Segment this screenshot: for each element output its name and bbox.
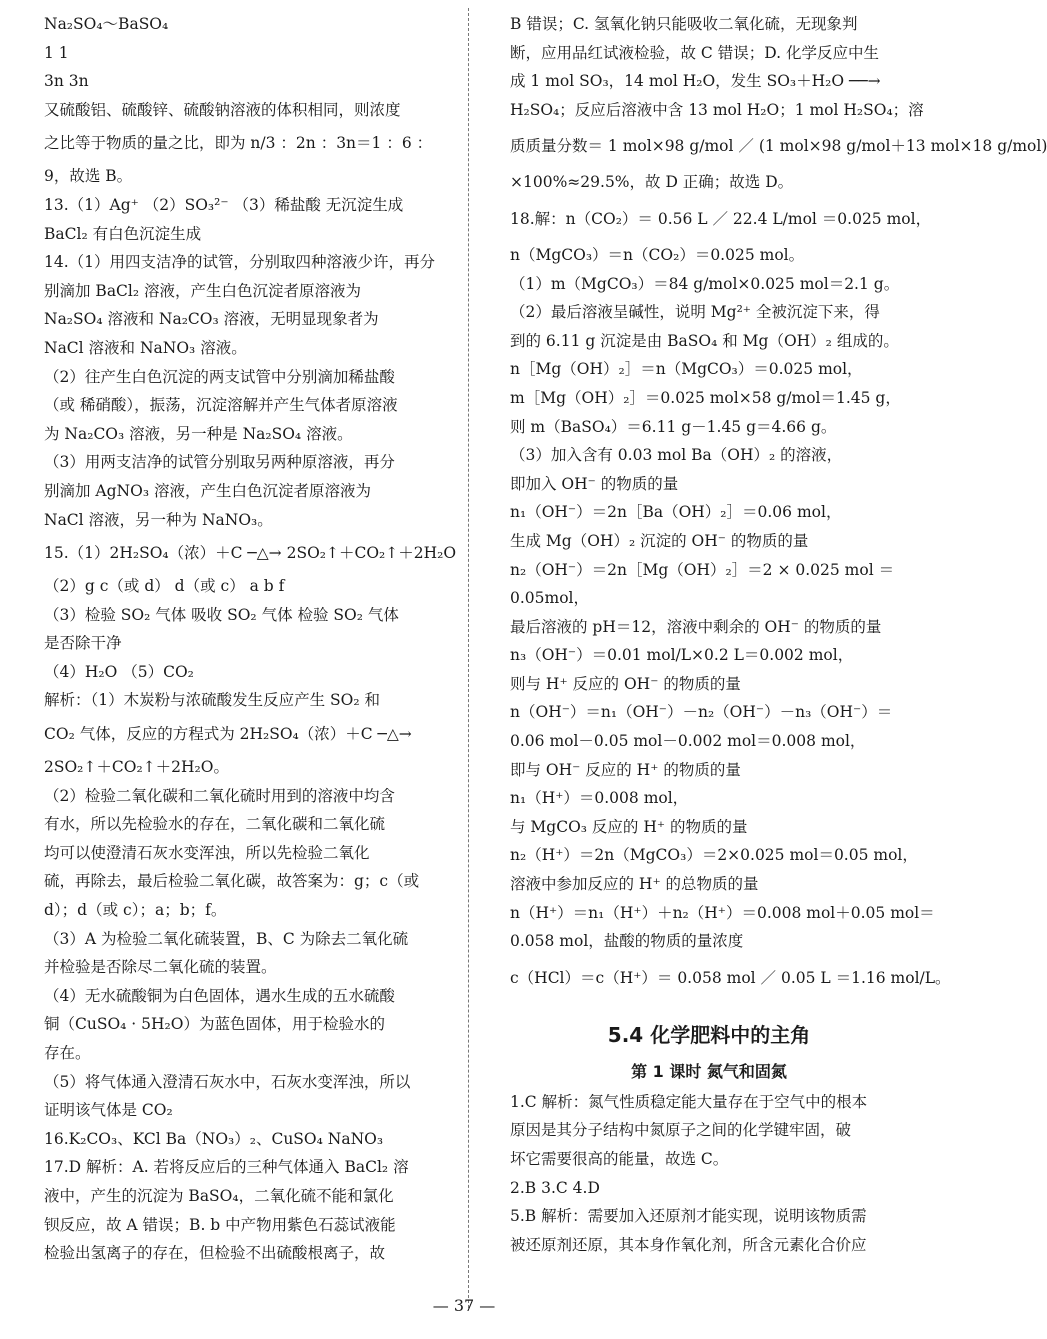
text-line: 溶液中参加反应的 H⁺ 的总物质的量 [510, 875, 759, 894]
text-line: d）；d（或 c）；a；b；f。 [44, 901, 227, 920]
text-line: H₂SO₄；反应后溶液中含 13 mol H₂O；1 mol H₂SO₄；溶 [510, 100, 924, 119]
text-line: c（HCl）＝c（H⁺）＝ 0.058 mol ／ 0.05 L ＝1.16 mol/L。 [510, 968, 951, 987]
text-line: 0.05mol， [510, 589, 589, 608]
text-line: n（H⁺）＝n₁（H⁺）＋n₂（H⁺）＝0.008 mol＋0.05 mol＝ [510, 903, 935, 922]
right-column-top [510, 10, 1047, 1000]
text-line: （或 稀硝酸），振荡，沉淀溶解并产生气体者原溶液 [44, 396, 398, 415]
text-line: （3）用两支洁净的试管分别取另两种原溶液，再分 [44, 453, 395, 472]
text-line: 5.B 解析：需要加入还原剂才能实现，说明该物质需 [510, 1207, 867, 1226]
text-line: 9，故选 B。 [44, 167, 133, 186]
text-line: 别滴加 BaCl₂ 溶液，产生白色沉淀者原溶液为 [44, 281, 362, 300]
text-line: 到的 6.11 g 沉淀是由 BaSO₄ 和 Mg（OH）₂ 组成的。 [510, 331, 899, 350]
text-line: 0.06 mol－0.05 mol－0.002 mol＝0.008 mol， [510, 732, 866, 751]
text-line: （2）往产生白色沉淀的两支试管中分别滴加稀盐酸 [44, 367, 395, 386]
text-line: m［Mg（OH）₂］＝0.025 mol×58 g/mol＝1.45 g， [510, 388, 901, 407]
text-line: 均可以使澄清石灰水变浑浊，所以先检验二氧化 [44, 843, 370, 862]
text-line: 质质量分数＝ 1 mol×98 g/mol ／ (1 mol×98 g/mol＋13 mol×18 g/mol) [510, 137, 1047, 156]
text-line: 为 Na₂CO₃ 溶液，另一种是 Na₂SO₄ 溶液。 [44, 424, 353, 443]
text-line: Na₂SO₄～BaSO₄ [44, 15, 169, 33]
text-line: n₃（OH⁻）＝0.01 mol/L×0.2 L＝0.002 mol， [510, 646, 854, 665]
text-line: 生成 Mg（OH）₂ 沉淀的 OH⁻ 的物质的量 [510, 531, 809, 550]
text-line: 2.B 3.C 4.D [510, 1178, 600, 1197]
text-line: 成 1 mol SO₃，14 mol H₂O，发生 SO₃＋H₂O ──→ [510, 72, 881, 91]
text-line: NaCl 溶液和 NaNO₃ 溶液。 [44, 338, 247, 357]
text-line: （2）检验二氧化碳和二氧化硫时用到的溶液中均含 [44, 786, 395, 805]
section-title: 5.4 化学肥料中的主角 [607, 1022, 811, 1047]
right-column [510, 10, 1047, 1259]
text-line: （5）将气体通入澄清石灰水中，石灰水变浑浊，所以 [44, 1072, 411, 1091]
text-line: （3）加入含有 0.03 mol Ba（OH）₂ 的溶液， [510, 446, 843, 465]
text-line: 硫，再除去，最后检验二氧化碳，故答案为：g；c（或 [44, 872, 420, 891]
text-line: 又硫酸铝、硫酸锌、硫酸钠溶液的体积相同，则浓度 [44, 100, 401, 119]
text-line: 检验出氢离子的存在，但检验不出硫酸根离子，故 [44, 1244, 386, 1263]
text-line: 15.（1）2H₂SO₄（浓）＋C ─△→ 2SO₂↑＋CO₂↑＋2H₂O [44, 544, 457, 563]
left-column [44, 10, 457, 1268]
text-line: 即加入 OH⁻ 的物质的量 [510, 474, 679, 493]
text-line: （4）无水硫酸铜为白色固体，遇水生成的五水硫酸 [44, 986, 395, 1005]
text-line: 2SO₂↑＋CO₂↑＋2H₂O。 [44, 758, 229, 777]
text-line: 则与 H⁺ 反应的 OH⁻ 的物质的量 [510, 674, 741, 693]
text-line: n₂（OH⁻）＝2n［Mg（OH）₂］＝2 × 0.025 mol ＝ [510, 560, 895, 579]
text-line: （2）最后溶液呈碱性，说明 Mg²⁺ 全被沉淀下来，得 [510, 303, 880, 322]
text-line: 1.C 解析：氮气性质稳定能大量存在于空气中的根本 [510, 1092, 868, 1111]
text-line: Na₂SO₄ 溶液和 Na₂CO₃ 溶液，无明显现象者为 [44, 310, 379, 329]
text-line: 即与 OH⁻ 反应的 H⁺ 的物质的量 [510, 760, 741, 779]
text-line: 被还原剂还原，其本身作氧化剂，所含元素化合价应 [510, 1235, 867, 1254]
text-line: 别滴加 AgNO₃ 溶液，产生白色沉淀者原溶液为 [44, 481, 371, 500]
text-line: （1）m（MgCO₃）＝84 g/mol×0.025 mol＝2.1 g。 [510, 274, 900, 293]
text-line: （2）g c（或 d） d（或 c） a b f [44, 577, 285, 596]
text-line: n₁（OH⁻）＝2n［Ba（OH）₂］＝0.06 mol， [510, 503, 842, 522]
text-line: n［Mg（OH）₂］＝n（MgCO₃）＝0.025 mol， [510, 360, 863, 379]
text-line: NaCl 溶液，另一种为 NaNO₃。 [44, 510, 273, 529]
text-line: （3）A 为检验二氧化硫装置，B、C 为除去二氧化硫 [44, 929, 409, 948]
text-line: 最后溶液的 pH＝12，溶液中剩余的 OH⁻ 的物质的量 [510, 617, 882, 636]
text-line: 存在。 [44, 1044, 91, 1062]
text-line: 铜（CuSO₄ · 5H₂O）为蓝色固体，用于检验水的 [44, 1015, 385, 1034]
text-line: 断，应用品红试液检验，故 C 错误；D. 化学反应中生 [510, 43, 879, 62]
text-line: 并检验是否除尽二氧化硫的装置。 [44, 958, 277, 977]
text-line: CO₂ 气体，反应的方程式为 2H₂SO₄（浓）＋C ─△→ [44, 725, 412, 744]
text-line: 1 1 [44, 43, 69, 62]
text-line: 14.（1）用四支洁净的试管，分别取四种溶液少许，再分 [44, 253, 436, 272]
text-line: （4）H₂O （5）CO₂ [44, 662, 194, 681]
text-line: BaCl₂ 有白色沉淀生成 [44, 224, 202, 243]
text-line: 3n 3n [44, 72, 89, 91]
text-line: 与 MgCO₃ 反应的 H⁺ 的物质的量 [510, 817, 748, 836]
text-line: 18.解：n（CO₂）＝ 0.56 L ／ 22.4 L/mol ＝0.025 mol， [510, 209, 932, 228]
right-column-bottom [510, 1088, 908, 1260]
column-divider [468, 8, 469, 1308]
text-line: 解析：（1）木炭粉与浓硫酸发生反应产生 SO₂ 和 [44, 691, 381, 710]
subsection-title: 第 1 课时 氮气和固氮 [631, 1061, 787, 1081]
text-line: 坏它需要很高的能量，故选 C。 [510, 1150, 729, 1168]
text-line: 则 m（BaSO₄）＝6.11 g－1.45 g＝4.66 g。 [510, 417, 837, 436]
text-line: n₂（H⁺）＝2n（MgCO₃）＝2×0.025 mol＝0.05 mol， [510, 846, 918, 865]
page-number: — 37 — [432, 1296, 496, 1315]
text-line: 0.058 mol，盐酸的物质的量浓度 [510, 932, 744, 951]
text-line: 17.D 解析：A. 若将反应后的三种气体通入 BaCl₂ 溶 [44, 1158, 409, 1177]
text-line: 是否除干净 [44, 634, 122, 653]
text-line: 16.K₂CO₃、KCl Ba（NO₃）₂、CuSO₄ NaNO₃ [44, 1129, 384, 1148]
text-line: 原因是其分子结构中氮原子之间的化学键牢固，破 [510, 1121, 852, 1140]
text-line: B 错误；C. 氢氧化钠只能吸收二氧化硫，无现象判 [510, 15, 858, 33]
text-line: ×100%≈29.5%，故 D 正确；故选 D。 [510, 173, 794, 192]
text-line: 13.（1）Ag⁺ （2）SO₃²⁻ （3）稀盐酸 无沉淀生成 [44, 195, 404, 214]
text-line: 证明该气体是 CO₂ [44, 1101, 173, 1120]
text-line: 之比等于物质的量之比，即为 n/3 ：2n ：3n＝1 ：6 ： [44, 134, 433, 153]
text-line: n（OH⁻）＝n₁（OH⁻）－n₂（OH⁻）－n₃（OH⁻）＝ [510, 703, 893, 722]
text-line: 有水，所以先检验水的存在，二氧化碳和二氧化硫 [44, 815, 386, 834]
text-line: （3）检验 SO₂ 气体 吸收 SO₂ 气体 检验 SO₂ 气体 [44, 605, 399, 624]
text-line: n₁（H⁺）＝0.008 mol， [510, 789, 689, 808]
text-line: n（MgCO₃）＝n（CO₂）＝0.025 mol。 [510, 245, 805, 264]
text-line: 钡反应，故 A 错误；B. b 中产物用紫色石蕊试液能 [44, 1215, 396, 1234]
text-line: 液中，产生的沉淀为 BaSO₄，二氧化硫不能和氯化 [44, 1186, 394, 1205]
